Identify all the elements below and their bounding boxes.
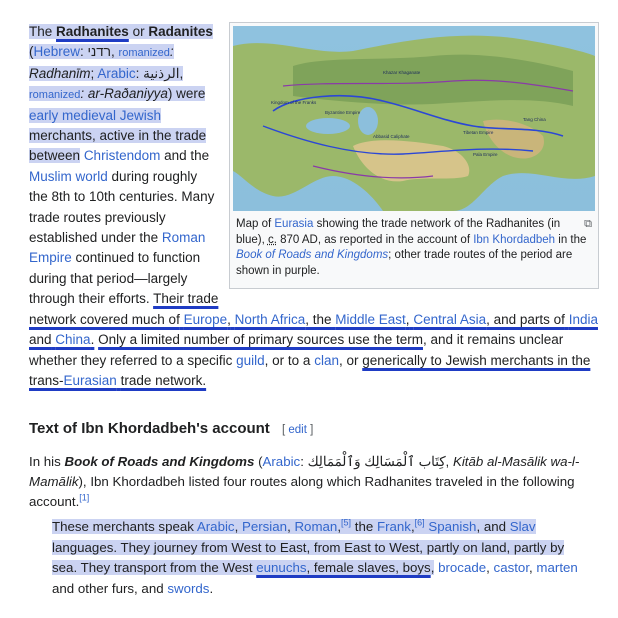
ref-1[interactable]: [1]	[79, 492, 90, 503]
link-middle-east[interactable]: Middle East	[335, 311, 406, 327]
link-guild[interactable]: guild	[236, 352, 265, 368]
link-eunuchs[interactable]: eunuchs	[256, 560, 307, 576]
link-eurasian[interactable]: Eurasian	[63, 372, 117, 388]
ref-5[interactable]: [5]	[341, 517, 352, 528]
link-frank[interactable]: Frank	[376, 519, 411, 534]
edit-section: [ edit ]	[281, 424, 314, 436]
highlight-lead: The Radhanites or Radanites (Hebrew: רדני, romanized: Radhanīm; Arabic: الرذنية, romanized: ar-Raðaniyya) were early medieval Jewish merchants, active in the trade between	[29, 24, 213, 164]
link-china[interactable]: China	[55, 332, 91, 348]
map-label: Byzantine Empire	[325, 110, 361, 115]
link-early-medieval-jewish[interactable]: early medieval Jewish	[29, 107, 162, 123]
link-arabic-2[interactable]: Arabic	[262, 454, 301, 469]
link-persian[interactable]: Persian	[241, 519, 288, 534]
link-arabic[interactable]: Arabic	[97, 65, 136, 81]
link-central-asia[interactable]: Central Asia	[413, 311, 487, 327]
map-label: Pala Empire	[473, 152, 498, 157]
blockquote: These merchants speak Arabic, Persian, Roman,[5] the Frank,[6] Spanish, and Slav languages. They journey from West to East, from East to West, partly on land, partly by sea. They transport from the West eunuchs, female slaves, boys, brocade, castor, marten and other furs, and swords.	[52, 517, 578, 596]
account-intro-paragraph: In his Book of Roads and Kingdoms (Arabic: كِتَاب ٱلْمَسَالِك وَٱلْمَمَالِك, Kitāb al-Masālik wa-l-Mamālik), Ibn Khordadbeh listed four routes along which Radhanites traveled in the following account.[1]	[29, 454, 580, 509]
link-roman-empire[interactable]: Roman Empire	[29, 230, 206, 266]
link-hebrew[interactable]: Hebrew	[33, 44, 81, 60]
link-eurasia[interactable]: Eurasia	[274, 218, 314, 230]
link-india[interactable]: India	[568, 311, 598, 327]
map-label: Tibetan Empire	[463, 130, 494, 135]
link-roman[interactable]: Roman	[294, 519, 338, 534]
link-christendom[interactable]: Christendom	[83, 148, 161, 164]
map-label: Kingdom of the Franks	[271, 100, 317, 105]
link-book-of-roads[interactable]: Book of Roads and Kingdoms	[236, 249, 389, 261]
enlarge-icon[interactable]: ⧉	[584, 218, 592, 230]
link-spanish[interactable]: Spanish	[428, 519, 477, 534]
edit-link[interactable]: edit	[288, 424, 307, 436]
figure-caption: ⧉ Map of Eurasia showing the trade network of the Radhanites (in blue), c. 870 AD, as reported in the account of Ibn Khordadbeh in the Book of Roads and Kingdoms; other trade routes of the period are shown in purple.	[236, 218, 592, 277]
underlined-eunuchs: eunuchs, female slaves, boys	[256, 560, 431, 576]
link-brocade[interactable]: brocade	[438, 560, 487, 576]
underlined-trade-network: Their trade network covered much of Europe, North Africa, the Middle East, Central Asia, and parts of India and China.	[29, 291, 598, 348]
link-romanized-2[interactable]: romanized	[29, 89, 81, 102]
map-label: Khazar Khaganate	[383, 70, 421, 75]
link-arabic-lang[interactable]: Arabic	[196, 519, 235, 534]
intro-paragraph: Khazar Khaganate Kingdom of the Franks Byzantine Empire Abbasid Caliphate Tang China Tibetan Empire Pala Empire ⧉ Map of Eurasia showing the trade network of the Radhanites (in blue), c. 870 AD, as reported in the account of Ibn Khordadbeh in the Book of Roads and Kingdoms; other trade routes of the period are shown in purple. The Radhanites or Radanites (Hebrew: רדני, romanized: Radhanīm; Arabic: الرذنية, romanized: ar-Raðaniyya) were early medieval Jewish merchants, active in the trade between Christendom and the Muslim world during roughly the 8th to 10th centuries. Many trade routes previously established under the Roman Empire continued to function during that period—largely through their efforts. Their trade network covered much of Europe, North Africa, the Middle East, Central Asia, and parts of India and China. Only a limited number of primary sources use the term, and it remains unclear whether they referred to a specific guild, or to a clan, or generically to Jewish merchants in the trans-Eurasian trade network.	[29, 24, 598, 388]
map-figure	[229, 22, 599, 289]
link-north-africa[interactable]: North Africa	[234, 311, 306, 327]
link-marten[interactable]: marten	[536, 560, 578, 576]
link-slav[interactable]: Slav	[509, 519, 536, 534]
link-muslim-world[interactable]: Muslim world	[29, 168, 108, 184]
map-label: Tang China	[523, 117, 546, 122]
link-clan[interactable]: clan	[314, 352, 339, 368]
link-ibn-khordadbeh[interactable]: Ibn Khordadbeh	[473, 233, 556, 246]
section-heading: Text of Ibn Khordadbeh's account [ edit ]	[29, 420, 314, 437]
underlined-generically: generically to Jewish merchants in the trans-Eurasian trade network.	[29, 352, 591, 388]
link-europe[interactable]: Europe	[183, 311, 228, 327]
link-romanized[interactable]: romanized	[118, 47, 170, 60]
term-radanites: Radanites	[148, 24, 213, 39]
link-castor[interactable]: castor	[493, 560, 530, 576]
radhanite-trade-map[interactable]	[233, 26, 595, 211]
term-radhanites: Radhanites	[56, 24, 129, 39]
link-swords[interactable]: swords	[167, 580, 210, 596]
highlight-quote: These merchants speak Arabic, Persian, Roman,[5] the Frank,[6] Spanish, and Slav languages. They journey from West to East, from East to West, partly on land, partly by sea. They transport from the West eunuchs, female slaves, boys,	[52, 517, 565, 576]
map-image	[233, 26, 595, 211]
map-label: Abbasid Caliphate	[373, 134, 410, 139]
underlined-primary-sources: Only a limited number of primary sources use the term	[98, 332, 423, 348]
link-circa[interactable]: c.	[267, 233, 277, 246]
ref-6[interactable]: [6]	[414, 517, 425, 528]
